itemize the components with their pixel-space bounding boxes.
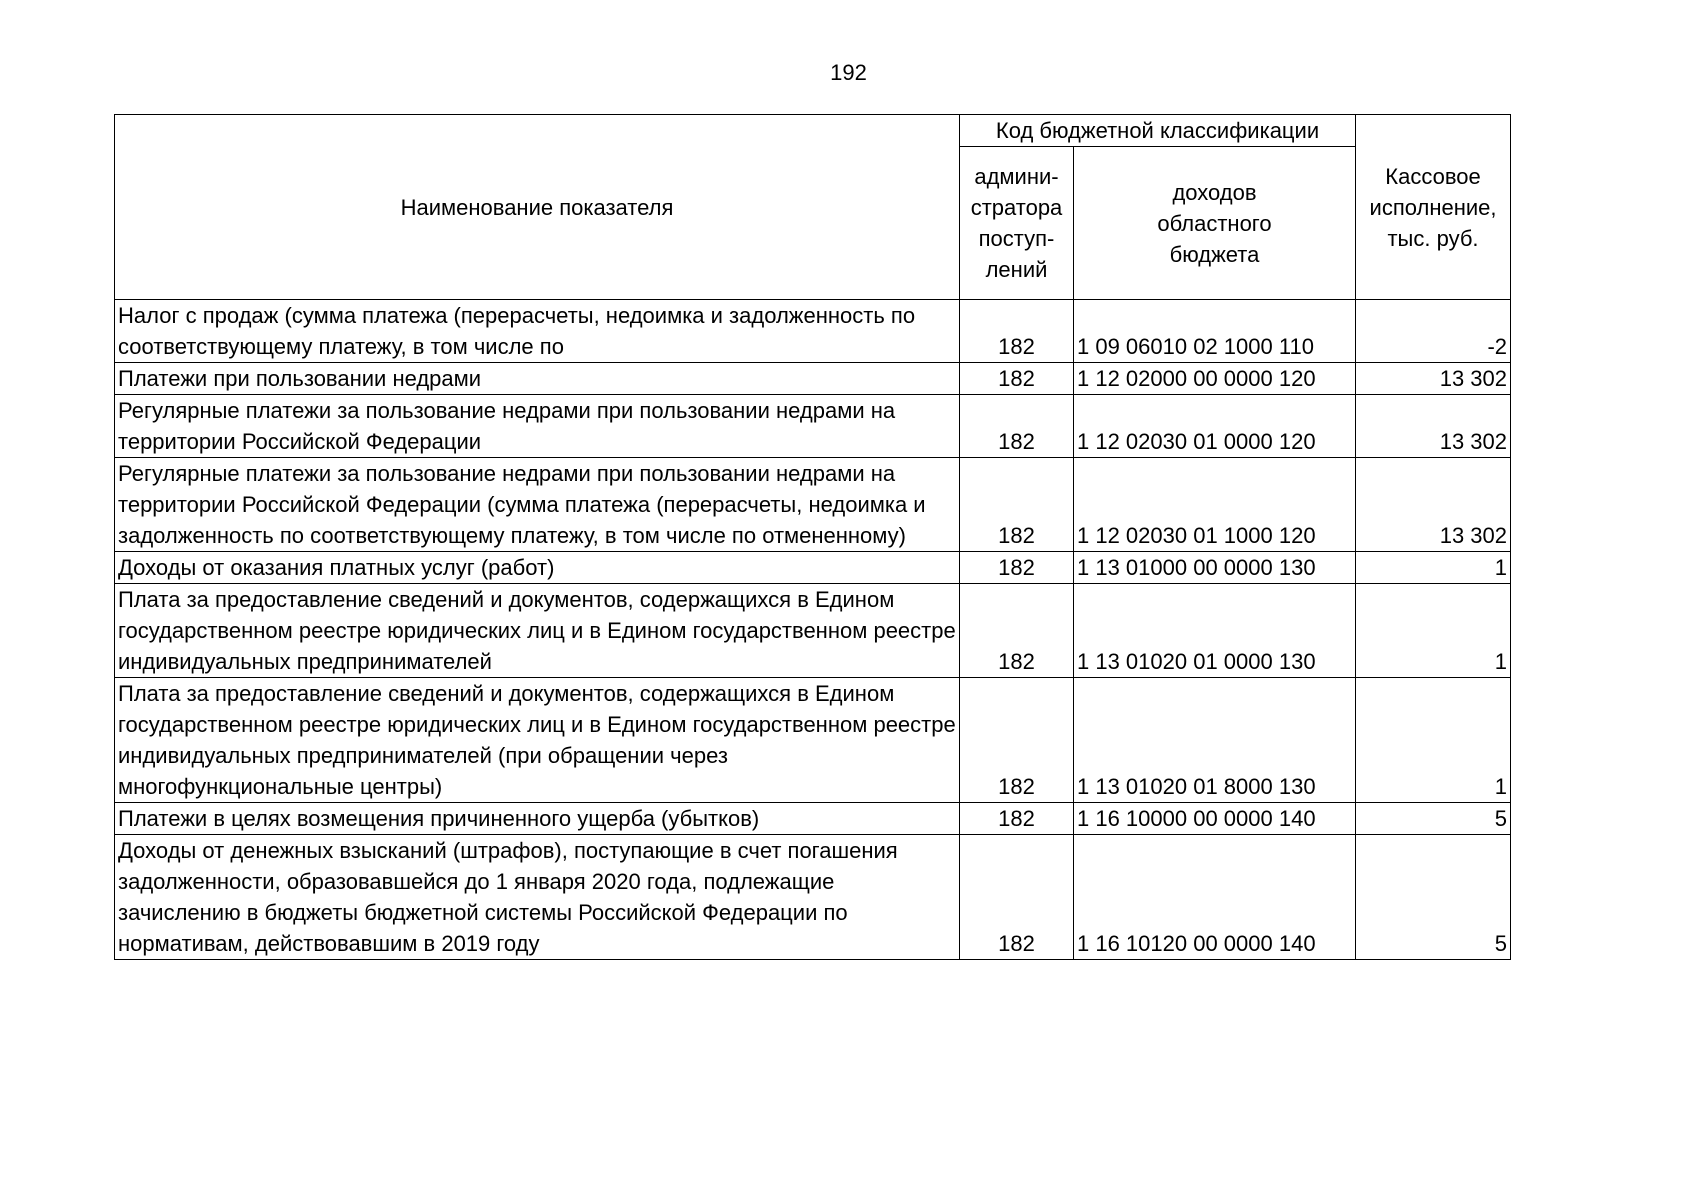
revenue-code-cell: 1 16 10000 00 0000 140 xyxy=(1074,803,1356,835)
table-body xyxy=(115,300,1511,960)
header-regional-budget-revenue: доходов областного бюджета xyxy=(1074,147,1356,300)
table-row xyxy=(115,395,1511,458)
indicator-name-cell: Доходы от денежных взысканий (штрафов), поступающие в счет погашения задолженности, образовавшейся до 1 января 2020 года, подлежащие зачислению в бюджеты бюджетной системы Российской Федерации по нормативам, действовавшим в 2019 году xyxy=(115,835,960,960)
admin-code-cell: 182 xyxy=(960,458,1074,552)
indicator-name-cell xyxy=(115,300,960,363)
amount-cell: 5 xyxy=(1356,803,1511,835)
budget-table xyxy=(114,114,1511,960)
header-indicator-name: Наименование показателя xyxy=(115,115,960,300)
admin-code-cell: 182 xyxy=(960,803,1074,835)
page-number: 192 xyxy=(830,60,867,85)
amount-cell: 1 xyxy=(1356,552,1511,584)
revenue-code-cell: 1 12 02030 01 0000 120 xyxy=(1074,395,1356,458)
table-row xyxy=(115,584,1511,678)
amount-cell: -2 xyxy=(1356,300,1511,363)
table-row xyxy=(115,300,1511,363)
revenue-code-cell: 1 16 10120 00 0000 140 xyxy=(1074,835,1356,960)
revenue-code-cell: 1 09 06010 02 1000 110 xyxy=(1074,300,1356,363)
amount-cell: 5 xyxy=(1356,835,1511,960)
revenue-code-cell: 1 13 01000 00 0000 130 xyxy=(1074,552,1356,584)
amount-cell: 13 302 xyxy=(1356,395,1511,458)
indicator-name-cell: Плата за предоставление сведений и документов, содержащихся в Едином государственном реестре юридических лиц и в Едином государственном реестре индивидуальных предпринимателей (при обращении через многофункциональные центры) xyxy=(115,678,960,803)
amount-cell: 1 xyxy=(1356,678,1511,803)
admin-code-cell: 182 xyxy=(960,835,1074,960)
header-budget-classification-code: Код бюджетной классификации xyxy=(960,115,1356,147)
indicator-name-cell: Регулярные платежи за пользование недрами при пользовании недрами на территории Российской Федерации (сумма платежа (перерасчеты, недоимка и задолженность по соответствующему платежу, в том числе по отмененному) xyxy=(115,458,960,552)
indicator-name-cell: Регулярные платежи за пользование недрами при пользовании недрами на территории Российской Федерации xyxy=(115,395,960,458)
table-row xyxy=(115,835,1511,960)
indicator-name: Налог с продаж (сумма платежа (перерасчеты, недоимка и задолженность по соответствующему платежу, в том числе по xyxy=(118,303,916,359)
table-header xyxy=(115,115,1511,300)
admin-code-cell: 182 xyxy=(960,552,1074,584)
indicator-name-cell: Плата за предоставление сведений и документов, содержащихся в Едином государственном реестре юридических лиц и в Едином государственном реестре индивидуальных предпринимателей xyxy=(115,584,960,678)
revenue-code-cell: 1 13 01020 01 0000 130 xyxy=(1074,584,1356,678)
admin-code-cell: 182 xyxy=(960,678,1074,803)
amount-cell: 1 xyxy=(1356,584,1511,678)
table-row xyxy=(115,552,1511,584)
table-row xyxy=(115,678,1511,803)
admin-code-cell: 182 xyxy=(960,584,1074,678)
admin-code-cell: 182 xyxy=(960,395,1074,458)
amount-cell: 13 302 xyxy=(1356,458,1511,552)
table-row xyxy=(115,458,1511,552)
revenue-code-cell: 1 12 02000 00 0000 120 xyxy=(1074,363,1356,395)
header-revenue-administrator: админи- стратора поступ- лений xyxy=(960,147,1074,300)
amount-cell: 13 302 xyxy=(1356,363,1511,395)
revenue-code-cell: 1 12 02030 01 1000 120 xyxy=(1074,458,1356,552)
header-cash-execution: Кассовое исполнение, тыс. руб. xyxy=(1356,115,1511,300)
admin-code-cell: 182 xyxy=(960,363,1074,395)
indicator-name-cell: Платежи при пользовании недрами xyxy=(115,363,960,395)
table-row xyxy=(115,363,1511,395)
revenue-code-cell: 1 13 01020 01 8000 130 xyxy=(1074,678,1356,803)
indicator-name-cell: Платежи в целях возмещения причиненного ущерба (убытков) xyxy=(115,803,960,835)
indicator-name-cell: Доходы от оказания платных услуг (работ) xyxy=(115,552,960,584)
admin-code-cell: 182 xyxy=(960,300,1074,363)
table-row xyxy=(115,803,1511,835)
